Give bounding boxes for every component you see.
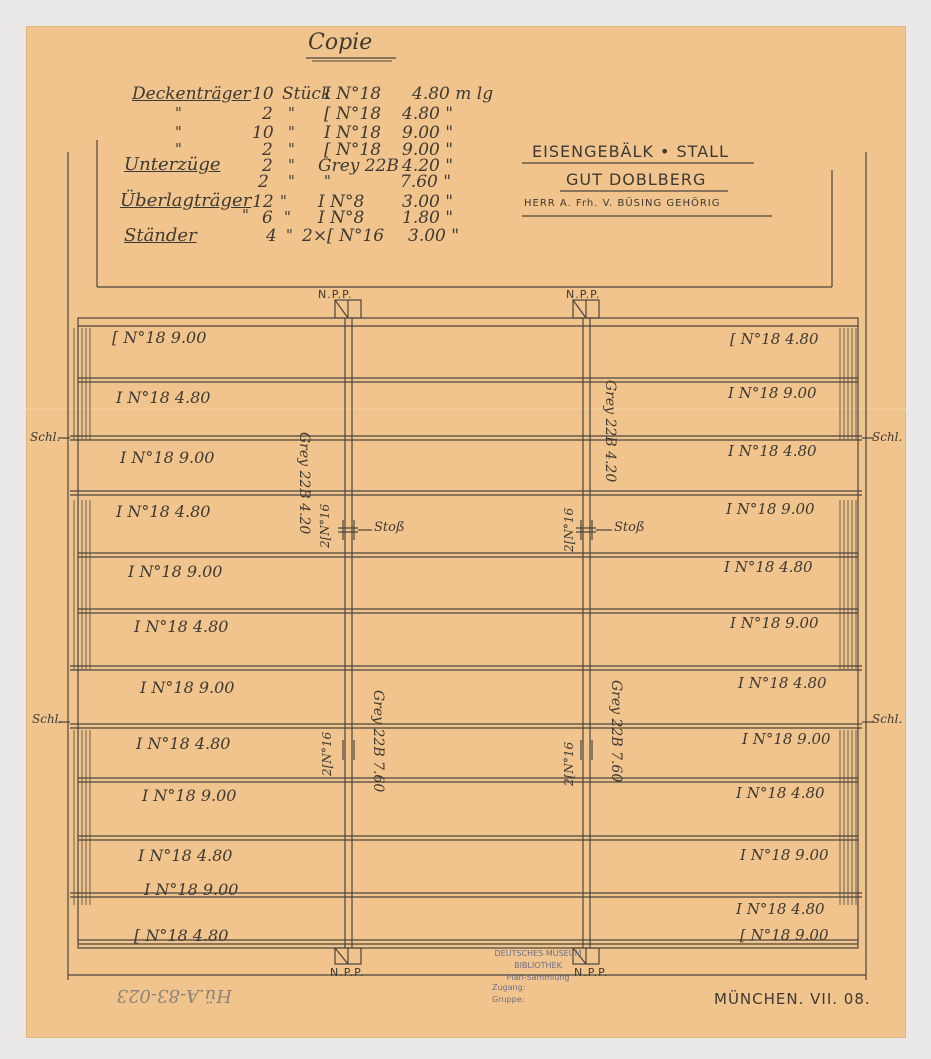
- beam-label: I N°18 4.80: [116, 502, 211, 521]
- parts-row-count: 10: [252, 123, 274, 143]
- beam-label: I N°18 9.00: [142, 786, 237, 805]
- parts-row-count: 4: [266, 226, 277, 246]
- beam-label: I N°18 9.00: [120, 448, 215, 467]
- beam-label: I N°18 4.80: [728, 442, 817, 460]
- beam-label: I N°18 9.00: [144, 880, 239, 899]
- parts-row-label: ": [175, 123, 182, 141]
- girder-label-lower-left: Grey 22B 7.60: [370, 690, 386, 793]
- place-date: MÜNCHEN. VII. 08.: [714, 990, 871, 1008]
- beam-label: I N°18 9.00: [742, 730, 831, 748]
- post-label-upper-right: 2[N°16: [562, 507, 576, 552]
- parts-row-count: 12: [252, 192, 274, 212]
- beam-label: I N°18 4.80: [138, 846, 233, 865]
- parts-row-profile: ": [324, 172, 331, 190]
- column-mark-top-right: N.P.P.: [566, 288, 601, 301]
- beam-label: I N°18 4.80: [724, 558, 813, 576]
- joint-note-left: Stoß: [374, 520, 405, 535]
- parts-row-length: 1.80 ": [402, 208, 454, 228]
- beam-label: I N°18 4.80: [136, 734, 231, 753]
- parts-row-unit: Stück: [282, 84, 332, 104]
- parts-row-label: ": [242, 206, 249, 224]
- parts-row-label: ": [175, 140, 182, 158]
- parts-row-label: Ständer: [124, 225, 197, 246]
- parts-row-profile: I N°8: [318, 208, 365, 228]
- beam-label: I N°18 4.80: [738, 674, 827, 692]
- post-label-lower-left: 2[N°16: [320, 731, 334, 776]
- parts-row-count: 6: [262, 208, 273, 228]
- beam-label: I N°18 9.00: [728, 384, 817, 402]
- parts-row-unit: ": [288, 123, 295, 141]
- column-mark-bottom-right: N.P.P.: [574, 966, 609, 979]
- archive-number: Hü.A-83-023: [116, 985, 232, 1006]
- copy-note: Copie: [308, 30, 373, 55]
- parts-row-profile: I N°8: [318, 192, 365, 212]
- parts-row-count: 2: [258, 172, 269, 192]
- girder-label-upper-right: Grey 22B 4.20: [602, 380, 618, 483]
- girder-label-upper-left: Grey 22B 4.20: [296, 432, 312, 535]
- stamp-line-1: DEUTSCHES MUSEUM: [494, 949, 582, 958]
- parts-row-profile: 2×[ N°16: [302, 226, 385, 246]
- parts-row-length: 3.00 ": [408, 226, 460, 246]
- parts-row-unit: ": [288, 104, 295, 122]
- title-line-1: EISENGEBÄLK • STALL: [532, 142, 729, 161]
- stamp-fields: [492, 982, 525, 1006]
- parts-row-profile: I N°18: [324, 123, 382, 143]
- library-stamp: [488, 948, 588, 984]
- parts-row-length: 4.20 ": [402, 156, 454, 176]
- wall-mark-right-lower: Schl.: [872, 712, 903, 726]
- beam-label: [ N°18 9.00: [112, 328, 207, 347]
- parts-row-length: 3.00 ": [402, 192, 454, 212]
- parts-row-unit: ": [288, 172, 295, 190]
- parts-row-length: 9.00 ": [402, 140, 454, 160]
- parts-row-length: 4.80 m lg: [412, 84, 494, 104]
- parts-row-unit: ": [286, 226, 293, 244]
- beam-label: I N°18 9.00: [726, 500, 815, 518]
- parts-row-label: Deckenträger: [132, 84, 251, 104]
- parts-row-label: Unterzüge: [124, 154, 221, 175]
- title-line-3: HERR A. Frh. V. BÜSING GEHÖRIG: [524, 198, 721, 209]
- beam-label: I N°18 9.00: [128, 562, 223, 581]
- parts-row-unit: ": [284, 208, 291, 226]
- stamp-line-3: Plan-Sammlung: [506, 973, 570, 982]
- stamp-field-gruppe: Gruppe:: [492, 995, 525, 1004]
- parts-row-count: 10: [252, 84, 274, 104]
- parts-row-length: 4.80 ": [402, 104, 454, 124]
- parts-row-profile: I N°18: [324, 84, 382, 104]
- parts-row-unit: ": [280, 192, 287, 210]
- wall-mark-left-upper: Schl.: [30, 430, 61, 444]
- parts-row-count: 2: [262, 104, 273, 124]
- stamp-field-zugang: Zugang:: [492, 983, 526, 992]
- parts-row-count: 2: [262, 140, 273, 160]
- beam-label: I N°18 4.80: [134, 617, 229, 636]
- wall-mark-right-upper: Schl.: [872, 430, 903, 444]
- beam-label: I N°18 9.00: [730, 614, 819, 632]
- beam-label: I N°18 4.80: [736, 784, 825, 802]
- beam-label: I N°18 9.00: [140, 678, 235, 697]
- column-mark-bottom-left: N.P.P.: [330, 966, 365, 979]
- parts-row-count: 2: [262, 156, 273, 176]
- parts-row-unit: ": [288, 140, 295, 158]
- beam-label: I N°18 4.80: [736, 900, 825, 918]
- column-mark-top-left: N.P.P.: [318, 288, 353, 301]
- beam-label: [ N°18 4.80: [134, 926, 229, 945]
- beam-label: I N°18 9.00: [740, 846, 829, 864]
- wall-mark-left-lower: Schl.: [32, 712, 63, 726]
- parts-row-unit: ": [288, 156, 295, 174]
- beam-label: I N°18 4.80: [116, 388, 211, 407]
- parts-row-profile: [ N°18: [324, 104, 382, 124]
- parts-row-label: Überlagträger: [120, 190, 252, 211]
- stamp-line-2: BIBLIOTHEK: [514, 961, 562, 970]
- parts-row-length: 9.00 ": [402, 123, 454, 143]
- parts-row-length: 7.60 ": [400, 172, 452, 192]
- title-line-2: GUT DOBLBERG: [566, 170, 707, 189]
- joint-note-right: Stoß: [614, 520, 645, 535]
- girder-label-lower-right: Grey 22B 7.60: [608, 680, 624, 783]
- parts-row-label: ": [175, 104, 182, 122]
- parts-row-profile: [ N°18: [324, 140, 382, 160]
- post-label-lower-right: 2[N°16: [562, 741, 576, 786]
- parts-row-profile: Grey 22B: [318, 156, 399, 176]
- beam-label: [ N°18 9.00: [740, 926, 829, 944]
- post-label-upper-left: 2[N°16: [318, 503, 332, 548]
- beam-label: [ N°18 4.80: [730, 330, 819, 348]
